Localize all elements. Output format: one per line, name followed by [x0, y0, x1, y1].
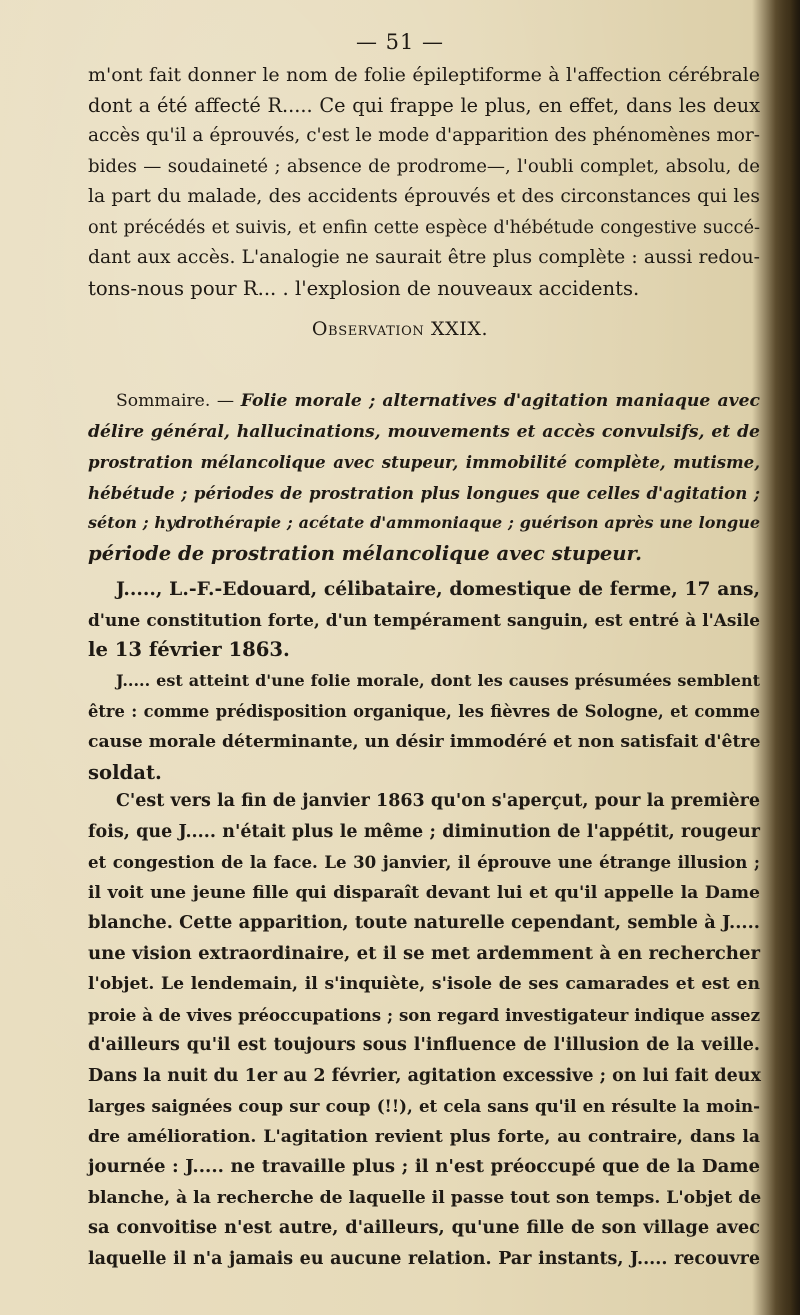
text-line: m'ont fait donner le nom de folie épileptiforme à l'affection cérébrale — [88, 64, 760, 86]
summary-line: période de prostration mélancolique avec stupeur. — [88, 541, 642, 565]
text-line: d'une constitution forte, d'un tempérament sanguin, est entré à l'Asile — [88, 609, 760, 630]
text-line: sa convoitise n'est autre, d'ailleurs, qu'une fille de son village avec — [88, 1217, 760, 1238]
page-edge-shadow — [778, 0, 800, 1315]
text-line: être : comme prédisposition organique, les fièvres de Sologne, et comme — [88, 701, 760, 721]
text-line: une vision extraordinaire, et il se met ardemment à en rechercher — [88, 942, 760, 964]
summary-line: prostration mélancolique avec stupeur, immobilité complète, mutisme, — [88, 452, 760, 472]
text-line: blanche, à la recherche de laquelle il passe tout son temps. L'objet de — [88, 1187, 762, 1208]
text-line: journée : J..... ne travaille plus ; il n'est préoccupé que de la Dame — [88, 1156, 760, 1177]
text-line: fois, que J..... n'était plus le même ; diminution de l'appétit, rougeur — [88, 821, 760, 842]
text-line: J....., L.-F.-Edouard, célibataire, domestique de ferme, 17 ans, — [116, 578, 760, 600]
text-line: dre amélioration. L'agitation revient plus forte, au contraire, dans la — [88, 1126, 760, 1147]
summary-line: délire général, hallucinations, mouvements et accès convulsifs, et de — [88, 421, 760, 442]
text-line: Dans la nuit du 1er au 2 février, agitation excessive ; on lui fait deux — [88, 1065, 761, 1086]
causes-paragraph — [88, 666, 760, 788]
intro-paragraph — [88, 60, 760, 304]
text-line: d'ailleurs qu'il est toujours sous l'influence de l'illusion de la veille. — [88, 1035, 760, 1055]
summary-line-first — [88, 386, 760, 417]
summary-text: Folie morale ; alternatives d'agitation maniaque avec — [240, 391, 760, 411]
text-line: ont précédés et suivis, et enfin cette espèce d'hébétude congestive succé- — [88, 216, 760, 238]
page-number: — 51 — — [355, 30, 445, 54]
patient-intro-paragraph — [88, 574, 760, 666]
text-line: laquelle il n'a jamais eu aucune relation. Par instants, J..... recouvre — [88, 1248, 760, 1269]
text-line: la part du malade, des accidents éprouvés et des circonstances qui les — [88, 186, 760, 207]
text-line: tons-nous pour R... . l'explosion de nouveaux accidents. — [88, 276, 640, 300]
summary-line: séton ; hydrothérapie ; acétate d'ammoniaque ; guérison après une longue — [88, 513, 760, 532]
text-line: le 13 février 1863. — [88, 638, 290, 661]
text-line: l'objet. Le lendemain, il s'inquiète, s'isole de ses camarades et est en — [88, 974, 760, 994]
summary-line: hébétude ; périodes de prostration plus longues que celles d'agitation ; — [88, 482, 760, 503]
observation-heading: Observation XXIX. — [311, 318, 489, 340]
text-line: C'est vers la fin de janvier 1863 qu'on s'aperçut, pour la première — [116, 791, 760, 811]
summary-lead: Sommaire. — — [116, 391, 241, 411]
text-line: cause morale déterminante, un désir immodéré et non satisfait d'être — [88, 732, 761, 752]
text-line: et congestion de la face. Le 30 janvier, il éprouve une étrange illusion ; — [88, 852, 760, 872]
text-line: il voit une jeune fille qui disparaît devant lui et qu'il appelle la Dame — [88, 882, 760, 903]
text-line: bides — soudaineté ; absence de prodrome—, l'oubli complet, absolu, de — [88, 155, 760, 177]
summary-paragraph — [88, 386, 760, 569]
text-line: accès qu'il a éprouvés, c'est le mode d'apparition des phénomènes mor- — [88, 125, 760, 146]
text-line: soldat. — [88, 760, 162, 784]
text-line: proie à de vives préoccupations ; son regard investigateur indique assez — [88, 1004, 760, 1025]
text-line: dant aux accès. L'analogie ne saurait être plus complète : aussi redou- — [88, 247, 760, 268]
text-line: larges saignées coup sur coup (!!), et cela sans qu'il en résulte la moin- — [88, 1096, 760, 1116]
history-paragraph — [88, 786, 760, 1274]
text-line: blanche. Cette apparition, toute naturelle cependant, semble à J..... — [88, 912, 760, 933]
text-line: dont a été affecté R..... Ce qui frappe le plus, en effet, dans les deux — [88, 93, 760, 117]
text-line: J..... est atteint d'une folie morale, dont les causes présumées semblent — [116, 671, 760, 690]
